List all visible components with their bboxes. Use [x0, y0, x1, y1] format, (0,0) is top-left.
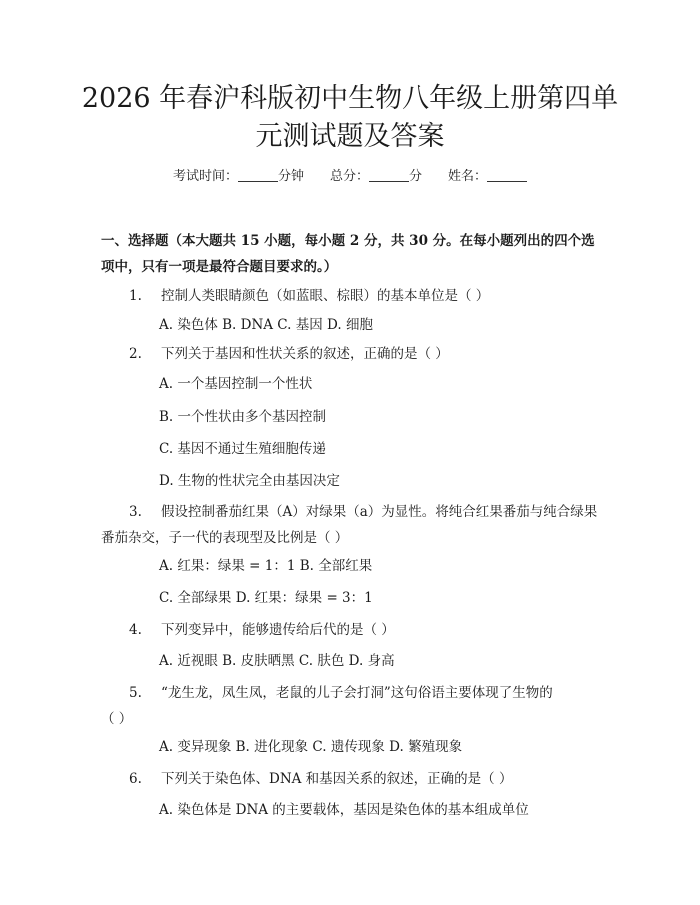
- question-text-line-1: “龙生龙，凤生凤，老鼠的儿子会打洞”这句俗语主要体现了生物的: [161, 685, 553, 701]
- question-3: [101, 499, 601, 551]
- question-number: 5.: [129, 685, 142, 701]
- question-4-options: A. 近视眼 B. 皮肤晒黑 C. 肤色 D. 身高: [159, 653, 395, 669]
- question-text-line-2: 番茄杂交，子一代的表现型及比例是（ ）: [101, 530, 349, 546]
- question-2: [101, 341, 601, 367]
- exam-time-unit: 分钟: [277, 169, 304, 184]
- name-blank: [487, 168, 527, 182]
- question-text: 下列关于基因和性状关系的叙述，正确的是（ ）: [161, 346, 449, 362]
- question-5-options: A. 变异现象 B. 进化现象 C. 遗传现象 D. 繁殖现象: [159, 739, 463, 755]
- question-1: [101, 283, 601, 309]
- title-line-1: 2026 年春沪科版初中生物八年级上册第四单: [81, 83, 619, 114]
- total-score-blank: [369, 168, 409, 182]
- section-heading-line-2: 项中，只有一项是最符合题目要求的。）: [101, 259, 338, 275]
- name-label: 姓名：: [448, 169, 488, 184]
- question-number: 4.: [129, 622, 142, 638]
- question-5: [101, 680, 601, 732]
- question-number: 2.: [129, 346, 142, 362]
- question-number: 3.: [129, 504, 142, 520]
- total-score-label: 总分：: [329, 169, 369, 184]
- question-text-line-1: 假设控制番茄红果（A）对绿果（a）为显性。将纯合红果番茄与纯合绿果: [161, 504, 598, 520]
- question-2-option-d: D. 生物的性状完全由基因决定: [159, 473, 340, 489]
- section-heading: [101, 228, 601, 280]
- question-3-options-cd: C. 全部绿果 D. 红果：绿果 = 3：1: [159, 590, 373, 606]
- total-score-unit: 分: [409, 169, 423, 184]
- question-text: 下列变异中，能够遗传给后代的是（ ）: [161, 622, 395, 638]
- exam-info: [0, 168, 700, 186]
- exam-time-label: 考试时间：: [172, 169, 238, 184]
- document-title: [80, 80, 620, 156]
- question-2-option-c: C. 基因不通过生殖细胞传递: [159, 441, 326, 457]
- question-6-option-a: A. 染色体是 DNA 的主要载体，基因是染色体的基本组成单位: [159, 802, 529, 818]
- question-number: 6.: [129, 771, 142, 787]
- question-2-option-b: B. 一个性状由多个基因控制: [159, 409, 327, 425]
- question-4: [101, 617, 601, 643]
- question-text: 下列关于染色体、DNA 和基因关系的叙述，正确的是（ ）: [161, 771, 513, 787]
- question-3-options-ab: A. 红果：绿果 = 1：1 B. 全部红果: [159, 558, 373, 574]
- exam-time-blank: [238, 168, 278, 182]
- question-6: [101, 766, 601, 792]
- question-1-options: A. 染色体 B. DNA C. 基因 D. 细胞: [159, 317, 373, 333]
- question-2-option-a: A. 一个基因控制一个性状: [159, 376, 313, 392]
- question-number: 1.: [129, 288, 142, 304]
- section-heading-line-1: 一、选择题（本大题共 15 小题，每小题 2 分，共 30 分。在每小题列出的四个选: [101, 233, 595, 249]
- title-line-2: 元测试题及答案: [255, 121, 445, 152]
- question-text-line-2: （ ）: [101, 711, 133, 727]
- question-text: 控制人类眼睛颜色（如蓝眼、棕眼）的基本单位是（ ）: [161, 288, 490, 304]
